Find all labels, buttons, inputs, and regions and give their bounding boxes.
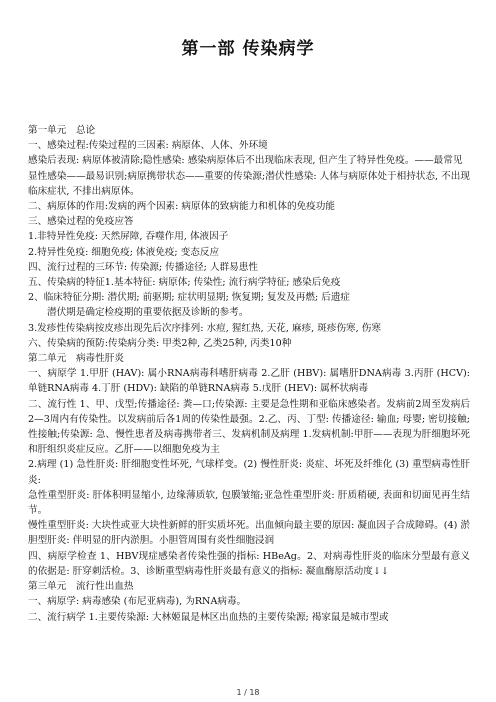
text-line: 1.非特异性免疫: 天然屏障, 吞噬作用, 体液因子 bbox=[28, 231, 229, 243]
text-line: 3.发疹性传染病按皮疹出现先后次序排列: 水痘, 猩红热, 天花, 麻疹, 斑疹伤寒, 伤寒 bbox=[28, 322, 381, 334]
text-line: 五、传染病的特征1.基本特征: 病原体; 传染性; 流行病学特征; 感染后免疫 bbox=[28, 277, 341, 289]
text-line: 感染后表现: 病原体被清除;隐性感染: 感染病原体后不出现临床表现, 但产生了特异性免疫。——最常见 bbox=[28, 155, 463, 167]
text-line: 六、传染病的预防:传染病分类: 甲类2种, 乙类25种, 丙类10种 bbox=[28, 337, 292, 349]
text-line: 2.病理 (1) 急性肝炎: 肝细胞变性坏死, 气球样变。(2) 慢性肝炎: 炎症、坏死及纤维化 (3) 重型病毒性肝炎: bbox=[28, 459, 470, 486]
text-line: 潜伏期是确定检疫期的重要依据及诊断的参考。 bbox=[47, 307, 249, 319]
page-title: 第一部 传染病学 bbox=[181, 39, 315, 59]
text-line: 慢性重型肝炎: 大块性或亚大块性新鲜的肝实质坏死。出血倾向最主要的原因: 凝血因子合成障碍。(4) 淤胆型肝炎: 伴明显的肝内淤胆。小胆管周围有炎性细胞浸润 bbox=[28, 520, 470, 547]
text-line: 一、感染过程:传染过程的三因素: 病原体、人体、外环境 bbox=[28, 140, 268, 152]
text-line: 二、病原体的作用:发病的两个因素: 病原体的致病能力和机体的免疫功能 bbox=[28, 201, 335, 213]
text-line: 2.特异性免疫: 细胞免疫; 体液免疫; 变态反应 bbox=[28, 246, 220, 258]
text-line: 三、感染过程的免疫应答 bbox=[28, 216, 134, 228]
text-line: 二、流行病学 1.主要传染源: 大林姬鼠是林区出血热的主要传染源; 褐家鼠是城市型或 bbox=[28, 611, 389, 623]
text-line: 一、病原学 1.甲肝 (HAV): 属小RNA病毒科嗜肝病毒 2.乙肝 (HBV): 属嗜肝DNA病毒 3.丙肝 (HCV): 单链RNA病毒 4.丁肝 (HDV): 缺陷的单链RNA病毒 5.戊肝 (HEV): 属杯状病毒 bbox=[28, 368, 470, 395]
text-line: 二、流行性 1、甲、戊型;传播途径: 粪—口;传染源: 主要是急性期和亚临床感染者。发病前2周至发病后2—3周内有传染性。以发病前后各1周的传染性最强。2.乙、丙、丁型: 传播途径: 输血; 母婴; 密切接触; 性接触;传染源: 急、慢性患者及病毒携带者三、发病机制及病理 1.发病机制:甲肝——表现为肝细胞坏死和肝组织炎症反应。乙肝——以细胞免疫为主 bbox=[28, 398, 470, 456]
section-heading: 第二单元 病毒性肝炎 bbox=[28, 353, 124, 365]
text-line: 急性重型肝炎: 肝体积明显缩小, 边缘薄质软, 包膜皱缩;亚急性重型肝炎: 肝质稍硬, 表面和切面见再生结节。 bbox=[28, 489, 470, 517]
document-body bbox=[28, 123, 470, 625]
text-line: 显性感染——最易识别;病原携带状态——重要的传染源;潜伏性感染: 人体与病原体处于相持状态, 不出现临床症状, 不排出病原体。 bbox=[28, 170, 470, 197]
text-line: 四、流行过程的三环节: 传染源; 传播途径; 人群易患性 bbox=[28, 261, 258, 273]
page-number: 1 / 18 bbox=[236, 688, 260, 697]
section-heading: 第一单元 总论 bbox=[28, 125, 96, 136]
text-line: 一、病原学: 病毒感染 (布尼亚病毒), 为RNA病毒。 bbox=[28, 596, 247, 608]
text-line: 2、临床特征分期: 潜伏期; 前驱期; 症状明显期; 恢复期; 复发及再燃; 后遗症 bbox=[28, 292, 351, 304]
text-line: 四、病原学检查 1、HBV现症感染者传染性强的指标: HBeAg。2、对病毒性肝炎的临床分型最有意义的依据是: 肝穿刺活检。3、诊断重型病毒性肝炎最有意义的指标: 凝血酶原活动度↓↓ bbox=[28, 550, 470, 577]
section-heading: 第三单元 流行性出血热 bbox=[28, 581, 134, 593]
